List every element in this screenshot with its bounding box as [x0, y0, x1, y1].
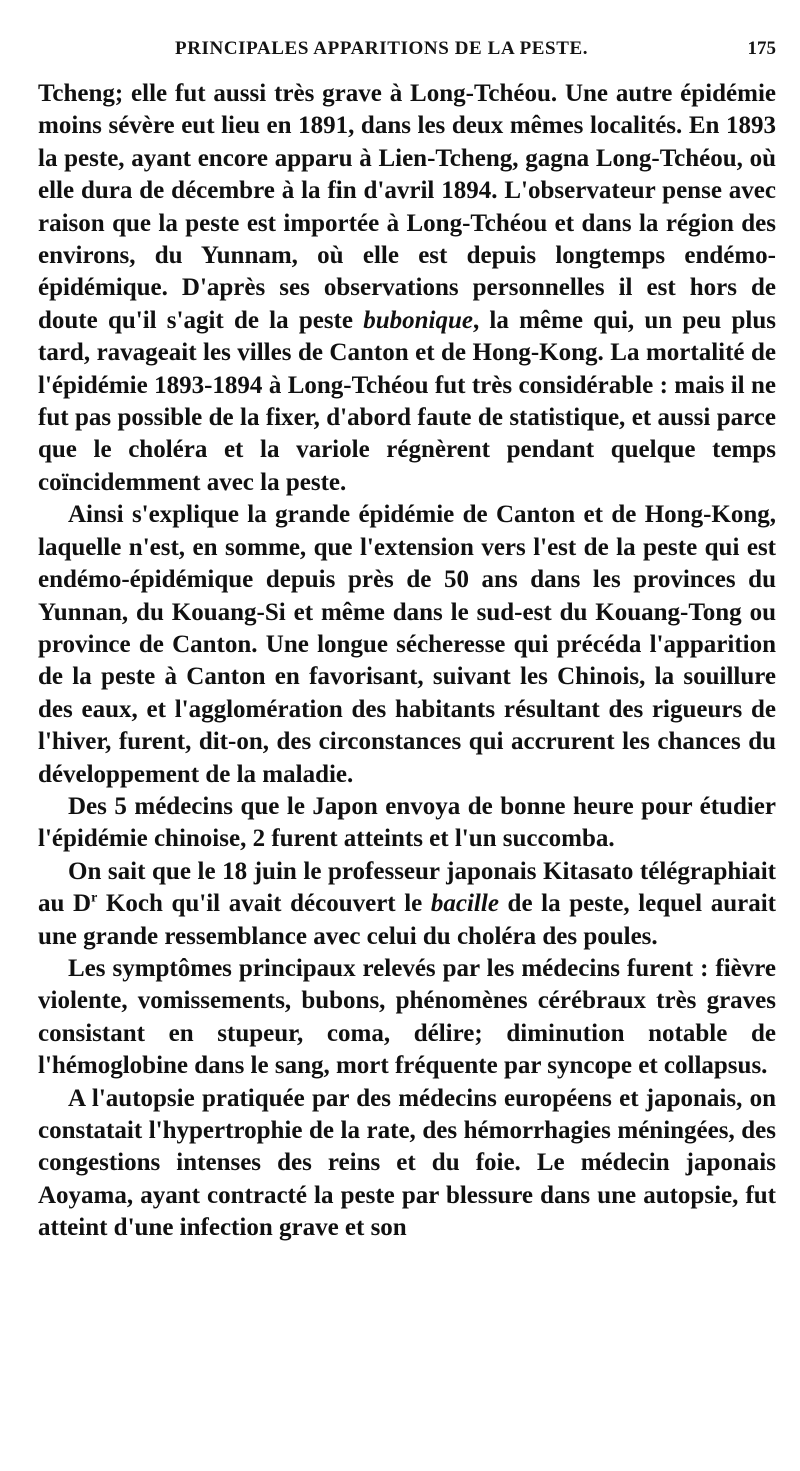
text-run: Les symptômes principaux relevés par les médecins furent : fièvre violente, vomissements, bubons, phénomènes cérébraux très graves consistant en stupeur, coma, délire; diminution notable de l'hémoglobine dans le sang, mort fréquente par syncope et collapsus.	[38, 954, 776, 1080]
paragraph	[38, 953, 776, 1083]
italic-term: bacille	[430, 890, 499, 918]
text-run: Koch qu'il avait découvert le	[97, 890, 431, 918]
body-text	[38, 78, 776, 1245]
text-run: Ainsi s'explique la grande épidémie de Canton et de Hong-Kong, laquelle n'est, en somme, que l'extension vers l'est de la peste qui est endémo-épidémique depuis près de 50 ans dans les provinces du Yunnan, du Kouang-Si et même dans le sud-est du Kouang-Tong ou province de Canton. Une longue sécheresse qui précéda l'apparition de la peste à Canton en favorisant, suivant les Chinois, la souillure des eaux, et l'agglomération des habitants résultant des rigueurs de l'hiver, furent, dit-on, des circonstances qui accrurent les chances du développement de la maladie.	[38, 501, 776, 788]
paragraph	[38, 1083, 776, 1245]
text-run: A l'autopsie pratiquée par des médecins européens et japonais, on constatait l'hypertrophie de la rate, des hémorrhagies méningées, des congestions intenses des reins et du foie. Le médecin japonais Aoyama, ayant contracté la peste par blessure dans une autopsie, fut atteint d'une infection grave et son	[38, 1084, 776, 1242]
text-run: On sait que le 18 juin le professeur japonais Kitasato télégraphiait au D	[38, 857, 776, 918]
italic-term: bubonique	[363, 306, 473, 334]
paragraph	[38, 856, 776, 953]
paragraph	[38, 791, 776, 856]
text-run: , la même qui, un peu plus tard, ravageait les villes de Canton et de Hong-Kong. La mortalité de l'épidémie 1893-1894 à Long-Tchéou fut très considérable : mais il ne fut pas possible de la fixer, d'abord faute de statistique, et aussi parce que le choléra et la variole régnèrent pendant quelque temps coïncidemment avec la peste.	[38, 306, 776, 496]
page-number: 175	[747, 38, 776, 59]
text-run: de la peste, lequel aurait une grande ressemblance avec celui du choléra des poules.	[38, 890, 776, 950]
running-head: PRINCIPALES APPARITIONS DE LA PESTE.	[175, 38, 589, 59]
superscript: r	[91, 890, 98, 906]
text-run: Des 5 médecins que le Japon envoya de bonne heure pour étudier l'épidémie chinoise, 2 furent atteints et l'un succomba.	[38, 792, 776, 853]
paragraph	[38, 499, 776, 791]
page-header	[175, 38, 776, 68]
paragraph	[38, 78, 776, 499]
text-run: Tcheng; elle fut aussi très grave à Long-Tchéou. Une autre épidémie moins sévère eut lieu en 1891, dans les deux mêmes localités. En 1893 la peste, ayant encore apparu à Lien-Tcheng, gagna Long-Tchéou, où elle dura de décembre à la fin d'avril 1894. L'observateur pense avec raison que la peste est importée à Long-Tchéou et dans la région des environs, du Yunnam, où elle est depuis longtemps endémo-épidémique. D'après ses observations personnelles il est hors de doute qu'il s'agit de la peste	[38, 80, 776, 334]
